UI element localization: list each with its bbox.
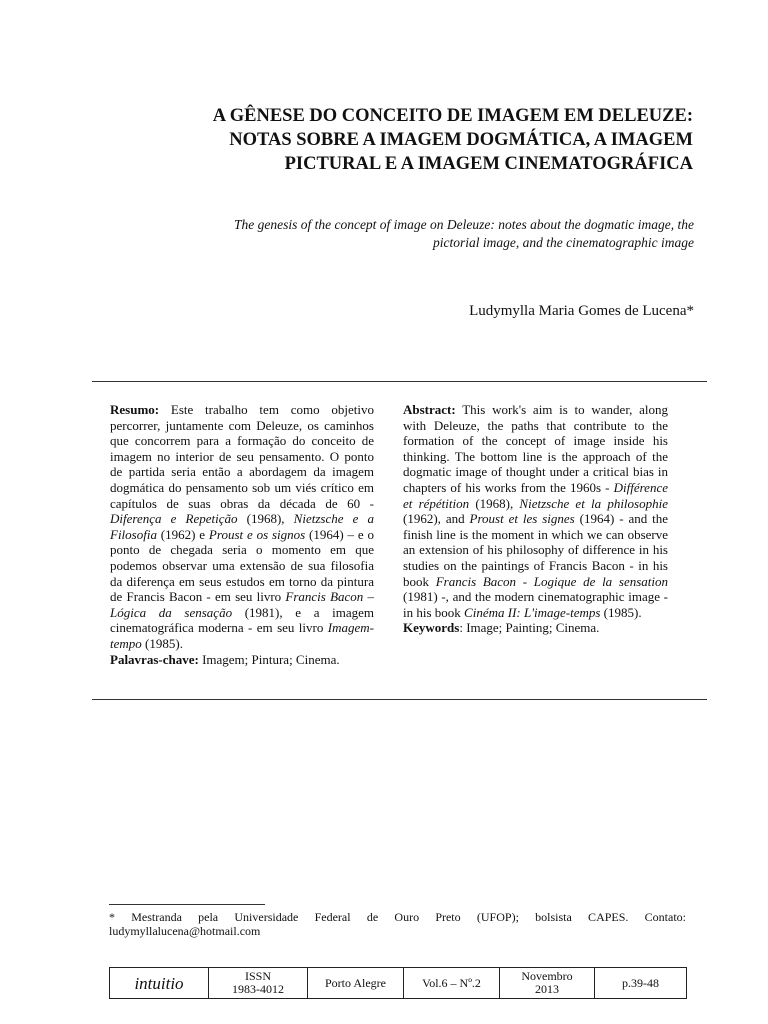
issn-label: ISSN <box>244 969 271 983</box>
work-title: Diferença e Repetição <box>110 511 238 527</box>
journal-footer <box>109 967 687 999</box>
month: Novembro <box>521 969 573 983</box>
footnote-line-1: * Mestranda pela Universidade Federal de Ouro Preto (UFOP); bolsista CAPES. Contato: <box>109 910 686 924</box>
journal-name: intuitio <box>110 968 209 998</box>
resumo-paragraph: Resumo: Este trabalho tem como objetivo percorrer, juntamente com Deleuze, os caminhos que concorrem para a formação do conceito de imagem no interior de seu pensamento. O ponto de partida seria então a abordagem da imagem dogmática do pensamento sob um viés crítico em capítulos de suas obras da década de 60 - Diferença e Repetição (1968), Nietzsche e a Filosofia (1962) e Proust e os signos (1964) – e o ponto de chegada seria o momento em que podemos observar uma extensão de sua filosofia da diferença em seus estudos em torno da pintura de Francis Bacon - em seu livro Francis Bacon – Lógica da sensação (1981), e a imagem cinematográfica moderna - em seu livro Imagem-tempo (1985). <box>110 402 375 651</box>
subtitle-line-1: The genesis of the concept of image on Deleuze: notes about the dogmatic image, the <box>233 217 694 232</box>
top-divider <box>92 381 707 382</box>
resumo-label: Resumo: <box>110 402 160 417</box>
work-title: Francis Bacon - Logique de la sensation <box>435 573 668 589</box>
footnote <box>109 910 686 938</box>
palavras-chave: Palavras-chave: Imagem; Pintura; Cinema. <box>110 651 340 667</box>
title-line-3: PICTURAL E A IMAGEM CINEMATOGRÁFICA <box>284 154 693 174</box>
work-title: Nietzsche e a Filosofia <box>110 511 374 542</box>
work-title: Nietzsche et la philosophie <box>519 495 668 511</box>
footnote-email: ludymyllalucena@hotmail.com <box>109 924 261 938</box>
abstract-paragraph: Abstract: This work's aim is to wander, along with Deleuze, the paths that contribute to the formation of the concept of image inside his thinking. The bottom line is the approach of the dogmatic image of thought under a critical bias in chapters of his works from the 1960s - Différence et répétition (1968), Nietzsche et la philosophie (1962), and Proust et les signes (1964) - and the finish line is the moment in which we can observe an extension of his philosophy of difference in his studies on the paintings of Francis Bacon - in his book Francis Bacon - Logique de la sensation (1981) -, and the modern cinematographic image - in his book Cinéma II: L'image-temps (1985). <box>403 402 668 620</box>
abstract-label: Abstract: <box>403 402 456 417</box>
work-title: Cinéma II: L'image-temps <box>464 604 601 620</box>
work-title: Imagem-tempo <box>110 620 374 651</box>
issn-cell <box>209 968 308 998</box>
title-line-1: A GÊNESE DO CONCEITO DE IMAGEM EM DELEUZE: <box>212 106 693 126</box>
footnote-divider <box>109 904 265 905</box>
resumo-column <box>110 402 374 667</box>
pages-cell: p.39-48 <box>622 975 659 990</box>
year: 2013 <box>535 982 559 996</box>
keywords-label: Keywords <box>403 620 460 636</box>
volume-cell: Vol.6 – Nº.2 <box>404 968 500 998</box>
date-cell <box>500 968 595 998</box>
english-title <box>120 216 694 252</box>
city-cell: Porto Alegre <box>308 968 404 998</box>
subtitle-line-2: pictorial image, and the cinematographic image <box>433 235 694 250</box>
work-title: Différence et répétition <box>403 479 668 511</box>
work-title: Proust e os signos <box>208 526 306 542</box>
author-name: Ludymylla Maria Gomes de Lucena* <box>469 303 694 319</box>
keywords: Keywords: Image; Painting; Cinema. <box>403 620 600 636</box>
work-title: Francis Bacon – Lógica da sensação <box>110 589 375 620</box>
title-line-2: NOTAS SOBRE A IMAGEM DOGMÁTICA, A IMAGEM <box>229 130 693 150</box>
bottom-divider <box>92 699 707 700</box>
abstract-column <box>403 402 668 636</box>
work-title: Proust et les signes <box>469 511 575 527</box>
palavras-chave-label: Palavras-chave: <box>110 651 199 667</box>
article-title <box>100 104 693 176</box>
issn-number: 1983-4012 <box>232 982 284 996</box>
